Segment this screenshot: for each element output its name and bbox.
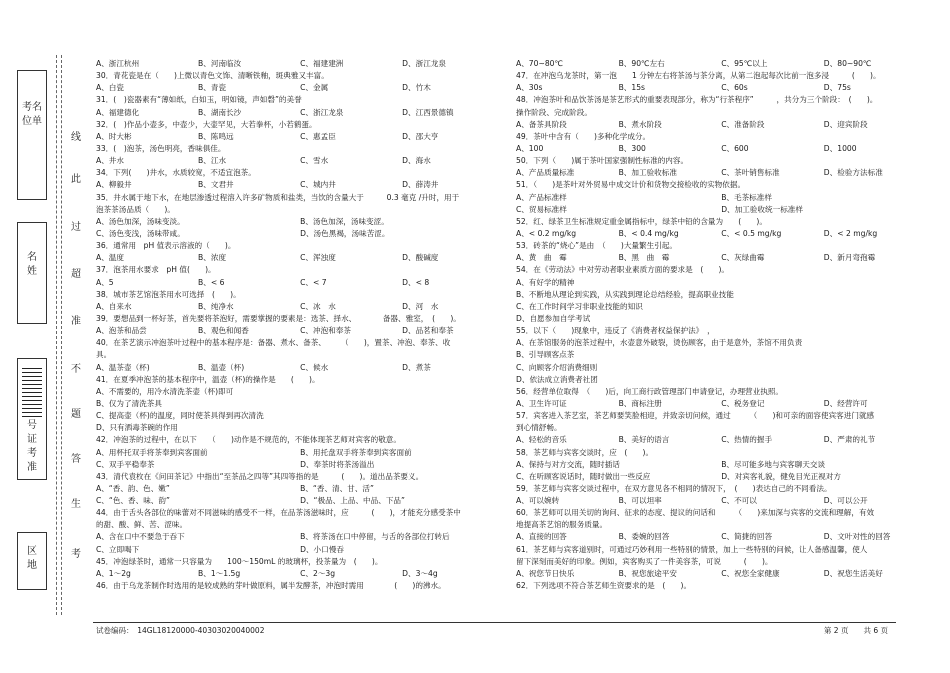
- option-text: D、品茗和奉茶: [402, 326, 454, 336]
- option-text: A、用杯托双手将茶奉到宾客面前: [96, 447, 208, 457]
- question-line: 31．( )瓷器素有“薄如纸，白如玉，明如镜，声如磬”的美誉: [96, 95, 302, 105]
- option-text: A、70~80℃: [516, 59, 564, 68]
- option-text: B、可以坦率: [618, 496, 662, 506]
- option-text: A、井水: [96, 156, 124, 166]
- option-text: D、薛涛井: [402, 180, 439, 190]
- question-line: 62．下列选项不符合茶艺师生资要求的是 ( )。: [516, 581, 692, 591]
- question-line: [516, 495, 896, 507]
- option-text: D、新月弯孢霉: [823, 253, 876, 263]
- option-text: A、产品质量标准: [516, 168, 575, 178]
- question-line: A、有好学的精神: [516, 277, 575, 287]
- question-line: [516, 82, 896, 94]
- option-text: A、“香、韵、色、嫩”: [96, 483, 170, 493]
- question-line: [96, 544, 474, 556]
- question-line: 60．茶艺师可以用关切的询问、征求的态度、提议的问话和 （ )来加深与宾客的交流和理解，有效: [516, 508, 875, 518]
- binding-char: 超: [71, 269, 81, 280]
- question-line: [516, 204, 896, 216]
- question-line: 泡茶茶汤品质（ )。: [96, 204, 175, 214]
- option-text: B、汤色加深，汤味变涩。: [300, 216, 389, 226]
- option-text: B、黑 曲 霉: [618, 253, 670, 263]
- question-line: 39．要想品到一杯好茶，首先要将茶泡好，需要掌握的要素是：选茶、择水、 备器、雅室， ( )。: [96, 313, 461, 323]
- question-line: [96, 277, 474, 289]
- question-line: 操作阶段、完成阶段。: [516, 107, 592, 117]
- option-text: B、15s: [618, 83, 646, 93]
- question-line: 34．下列( )井水，水质较宽，不适宜泡茶。: [96, 168, 256, 178]
- question-line: [96, 107, 474, 119]
- option-text: D、奉茶时将茶汤溢出: [300, 459, 375, 469]
- option-text: A、可以婉转: [516, 496, 560, 506]
- question-line: 37．泡茶用水要求 pH 值( )。: [96, 265, 216, 275]
- question-line: 到心情舒畅。: [516, 423, 562, 433]
- option-text: A、含在口中不要急于吞下: [96, 532, 185, 542]
- option-text: D、小口慢吞: [300, 544, 344, 554]
- region-label: 区地: [27, 546, 37, 571]
- question-line: [516, 167, 896, 179]
- option-text: A、泡茶和品尝: [96, 326, 147, 336]
- option-text: B、将茶汤在口中停留，与舌的各部位打转后: [300, 532, 450, 542]
- option-text: D、“极品、上品、中品、下品”: [300, 496, 405, 506]
- option-text: C、雪水: [300, 156, 329, 166]
- question-line: 36．通常用 pH 值表示溶液的（ )。: [96, 241, 236, 251]
- option-text: A、卫生许可证: [516, 398, 567, 408]
- option-text: B、浓度: [198, 253, 227, 263]
- option-text: A、100: [516, 143, 544, 153]
- question-line: [516, 228, 896, 240]
- option-text: C、冲泡和奉茶: [300, 326, 351, 336]
- option-text: C、福建建洲: [300, 59, 344, 68]
- unit-name-box: [17, 70, 47, 200]
- question-line: C、在工作时间学习非职业技能的知识: [516, 301, 643, 311]
- option-text: C、< 0.5 mg/kg: [721, 228, 782, 238]
- question-column-right: [516, 58, 896, 592]
- option-text: A、30s: [516, 83, 543, 93]
- binding-char: 过: [71, 222, 81, 233]
- question-line: [96, 325, 474, 337]
- option-text: C、立即喝下: [96, 544, 140, 554]
- option-text: D、邵大亨: [402, 131, 439, 141]
- option-text: A、时大彬: [96, 131, 132, 141]
- option-text: A、温度: [96, 253, 124, 263]
- option-text: B、温壶（杯): [198, 362, 245, 372]
- binding-char: 不: [71, 364, 81, 375]
- question-line: 53．砖茶的“烧心”是由 （ )大量繁生引起。: [516, 241, 677, 251]
- question-line: B、引导顾客点茶: [516, 350, 575, 360]
- question-line: [96, 483, 474, 495]
- option-text: B、观色和闻香: [198, 326, 249, 336]
- option-text: C、冰 水: [300, 301, 336, 311]
- question-line: 35．井水属于地下水，在地层渗透过程溶入许多矿物质和盐类，当饮的含量大于 0.3 毫克 /升时，用于: [96, 192, 460, 202]
- option-text: C、95℃以上: [721, 59, 768, 68]
- option-text: B、毛茶标准样: [721, 192, 772, 202]
- page-number: 第 2 页 共 6 页: [823, 626, 888, 635]
- question-line: [516, 192, 896, 204]
- question-line: [96, 228, 474, 240]
- option-text: C、准备阶段: [721, 119, 765, 129]
- question-line: 48．冲泡茶叶和品饮茶汤是茶艺形式的重要表现部分，称为“行茶程序” ，共分为三个阶段： ( )。: [516, 95, 878, 105]
- question-line: 51．（ )是茶叶对外贸易中成交计价和货物交接检收的实物依据。: [516, 180, 746, 190]
- binding-line-2: [61, 55, 62, 615]
- question-line: [516, 568, 896, 580]
- option-text: B、商标注册: [618, 398, 662, 408]
- question-line: [96, 131, 474, 143]
- option-text: A、5: [96, 277, 114, 287]
- option-text: D、严肃的礼节: [823, 435, 876, 445]
- option-text: C、候水: [300, 362, 329, 372]
- option-text: A、温茶壶（杯): [96, 362, 150, 372]
- binding-char: 生: [71, 499, 81, 510]
- option-text: D、浙江龙泉: [402, 59, 446, 68]
- option-text: A、白瓷: [96, 83, 124, 93]
- question-line: [96, 82, 474, 94]
- option-text: A、保持与对方交流，随时插话: [516, 459, 620, 469]
- question-line: [96, 252, 474, 264]
- question-line: 地提高茶艺馆的服务质量。: [516, 520, 608, 530]
- question-line: [96, 568, 474, 580]
- question-line: D、自愿参加自学考试: [516, 313, 591, 323]
- option-text: A、直接的回答: [516, 532, 567, 542]
- question-line: 61．茶艺师与宾客道别时，可通过巧妙利用一些特别的情景，加上一些特别的问候，让人备感温馨，使人: [516, 544, 868, 554]
- question-line: 留下深刻而美好的印象。例如，宾客购买了一件美容茶，可说 ( )。: [516, 556, 773, 566]
- footer-rule: [93, 622, 896, 623]
- option-text: A、福建德化: [96, 107, 140, 117]
- option-text: B、江水: [198, 156, 227, 166]
- question-line: [96, 216, 474, 228]
- option-text: A、1～2g: [96, 568, 131, 578]
- option-text: A、产品标准样: [516, 192, 567, 202]
- option-text: B、“香、清、甘、活”: [300, 483, 374, 493]
- question-line: B、仅为了清洗茶具: [96, 398, 162, 408]
- option-text: A、< 0.2 mg/kg: [516, 228, 577, 238]
- option-text: D、经营许可: [823, 398, 868, 408]
- question-column-left: [96, 58, 474, 592]
- option-text: D、< 2 mg/kg: [823, 228, 878, 238]
- question-line: [96, 58, 474, 70]
- question-line: 30．青花瓷是在（ )上微以青色文饰、清晰铁釉，斑典雅又丰富。: [96, 71, 329, 81]
- question-line: [516, 252, 896, 264]
- region-box: [17, 532, 47, 590]
- option-text: B、90℃左右: [618, 59, 665, 68]
- question-line: 具。: [96, 350, 112, 360]
- question-line: 55．以下（ )现象中，违反了《消费者权益保护法》 ，: [516, 326, 715, 336]
- question-line: 46．由于乌龙茶制作时选用的是较成熟的芽叶做原料，属半发酵茶，冲泡时需用 ( )的沸水。: [96, 581, 446, 591]
- question-line: [96, 179, 474, 191]
- question-line: 33．( )泡茶，汤色明亮，香味俱佳。: [96, 143, 226, 153]
- question-line: 38．城市茶艺馆泡茶用水可选择 ( )。: [96, 289, 241, 299]
- option-text: D、煮茶: [402, 362, 431, 372]
- option-text: D、汤色黑褐，汤味苦涩。: [300, 228, 390, 238]
- option-text: B、祝您旅途平安: [618, 568, 677, 578]
- question-line: 的甜、酸、鲜、苦、涩味。: [96, 520, 188, 530]
- question-line: [516, 434, 896, 446]
- option-text: B、< 0.4 mg/kg: [618, 228, 679, 238]
- binding-char: 答: [71, 454, 81, 465]
- option-text: D、检验方法标准: [823, 168, 883, 178]
- option-text: C、税务登记: [721, 398, 765, 408]
- option-text: C、“色、香、味、韵”: [96, 496, 170, 506]
- option-text: C、浑浊度: [300, 253, 336, 263]
- question-line: [516, 58, 896, 70]
- question-line: [516, 119, 896, 131]
- question-line: [516, 143, 896, 155]
- question-line: A、不需要的，用冷水清洗茶壶（杯)即可: [96, 386, 234, 396]
- question-line: [516, 531, 896, 543]
- option-text: B、尽可能多地与宾客聊天交谈: [721, 459, 826, 469]
- question-line: 54．在《劳动法》中对劳动者职业素质方面的要求是 ( )。: [516, 265, 730, 275]
- option-text: C、热情的握手: [721, 435, 773, 445]
- question-line: [516, 471, 896, 483]
- binding-char: 线: [71, 132, 81, 143]
- option-text: A、汤色加深，汤味变淡。: [96, 216, 185, 226]
- option-text: C、贸易标准样: [516, 204, 567, 214]
- option-text: D、海水: [402, 156, 431, 166]
- option-text: C、< 7: [300, 277, 327, 287]
- question-line: [516, 459, 896, 471]
- option-text: A、祝您节日快乐: [516, 568, 575, 578]
- option-text: B、300: [618, 143, 646, 153]
- question-line: 43．清代袁枚在《问田茶记》中指出“至茶品之四等”其四等指的是 ( )。道出品茶要义。: [96, 471, 424, 481]
- option-text: D、河 水: [402, 301, 439, 311]
- exam-code: 试卷编码： 14GL18120000-40303020040002: [96, 626, 265, 635]
- question-line: [96, 459, 474, 471]
- option-text: A、备茶具阶段: [516, 119, 567, 129]
- option-text: B、< 6: [198, 277, 225, 287]
- option-text: C、惠孟臣: [300, 131, 336, 141]
- question-line: 45．冲泡绿茶时，通常一只容量为 100～150mL 的玻璃杯，投茶量为 ( )。: [96, 556, 383, 566]
- option-text: C、祝您全家健康: [721, 568, 780, 578]
- binding-char: 准: [71, 316, 81, 327]
- option-text: D、加工验收统一标准样: [721, 204, 803, 214]
- question-line: [516, 398, 896, 410]
- option-text: B、加工验收标准: [618, 168, 677, 178]
- binding-char: 此: [71, 174, 81, 185]
- option-text: A、黄 曲 霉: [516, 253, 567, 263]
- question-line: 41．在夏季冲泡茶的基本程序中，温壶（杯)的操作是 ( )。: [96, 374, 320, 384]
- question-line: D、依法成立消费者社团: [516, 374, 598, 384]
- exam-id-box: [17, 358, 47, 480]
- option-text: B、1～1.5g: [198, 568, 241, 578]
- question-line: [96, 495, 474, 507]
- question-line: [96, 155, 474, 167]
- question-line: 56．经营单位取得 （ )后，向工商行政管理部门申请登记，办理营业执照。: [516, 386, 784, 396]
- question-line: C、提高壶（杯)的温度，同时使茶具得到再次清洗: [96, 411, 264, 421]
- option-text: B、青瓷: [198, 83, 227, 93]
- option-text: B、纯净水: [198, 301, 234, 311]
- question-line: 47．在冲泡乌龙茶时，第一泡 1 分钟左右将茶汤与茶分离，从第二泡起每次比前一泡多浸 ( )。: [516, 71, 881, 81]
- option-text: C、简捷的回答: [721, 532, 773, 542]
- option-text: B、美好的语言: [618, 435, 670, 445]
- name-box: [17, 222, 47, 324]
- question-line: 32．( )作品小壶多，中壶少，大壶罕见，大若拳杯，小若鹤蛋。: [96, 119, 317, 129]
- option-text: A、浙江杭州: [96, 59, 140, 68]
- question-line: 42．冲泡茶的过程中，在以下 （ )动作是不规范的，不能体现茶艺师对宾客的敬意。: [96, 435, 401, 445]
- option-text: C、2～3g: [300, 568, 336, 578]
- option-text: C、60s: [721, 83, 748, 93]
- option-text: D、75s: [823, 83, 851, 93]
- option-text: C、浙江龙泉: [300, 107, 344, 117]
- question-line: [96, 531, 474, 543]
- name-label: 名姓: [27, 252, 37, 277]
- question-line: 49．茶叶中含有（ )多种化学成分。: [516, 131, 651, 141]
- option-text: A、柳毅井: [96, 180, 132, 190]
- option-text: D、祝您生活美好: [823, 568, 883, 578]
- binding-char: 题: [71, 409, 81, 420]
- option-text: C、汤色变浅，汤味带咸。: [96, 228, 185, 238]
- option-text: D、竹木: [402, 83, 431, 93]
- option-text: D、江西景德镇: [402, 107, 454, 117]
- option-text: D、对宾客礼貌，健免目光正视对方: [721, 471, 841, 481]
- question-line: 50．下列（ )属于茶叶国家强制性标准的内容。: [516, 156, 689, 166]
- unit-name-label: 考名位单: [22, 102, 42, 127]
- option-text: C、在听顾客说话时，随时做出一些反应: [516, 471, 651, 481]
- question-line: B、不断地从理论到实践，从实践到理论总结经验，提高职业技能: [516, 289, 734, 299]
- option-text: B、煮水阶段: [618, 119, 662, 129]
- option-text: D、可以公开: [823, 496, 868, 506]
- option-text: A、自来水: [96, 301, 132, 311]
- option-text: B、委婉的回答: [618, 532, 670, 542]
- question-line: 52．红、绿茶卫生标准规定重金属指标中，绿茶中铅的含量为 ( )。: [516, 216, 767, 226]
- option-text: C、灰绿曲霉: [721, 253, 765, 263]
- option-text: D、80~90℃: [823, 59, 872, 68]
- option-text: B、陈鸣远: [198, 131, 234, 141]
- question-line: [96, 447, 474, 459]
- option-text: C、双手平稳奉茶: [96, 459, 155, 469]
- option-text: D、迎宾阶段: [823, 119, 868, 129]
- option-text: C、600: [721, 143, 749, 153]
- option-text: D、酸碱度: [402, 253, 439, 263]
- option-text: D、3～4g: [402, 568, 438, 578]
- option-text: C、茶叶销售标准: [721, 168, 780, 178]
- option-text: A、轻松的音乐: [516, 435, 567, 445]
- question-line: [96, 301, 474, 313]
- exam-id-hatch: [22, 365, 42, 417]
- question-line: [96, 362, 474, 374]
- binding-char: 考: [71, 549, 81, 560]
- question-line: 58．茶艺师与宾客交谈时，应 ( )。: [516, 447, 654, 457]
- option-text: D、文叶对性的回答: [823, 532, 891, 542]
- option-text: C、不可以: [721, 496, 757, 506]
- option-text: C、金属: [300, 83, 329, 93]
- question-line: 57．宾客进入茶艺室，茶艺师要笑脸相迎，并致亲切问候，通过 （ )和可亲的面容使宾客进门就感: [516, 411, 875, 421]
- option-text: B、用托盘双手将茶奉到宾客面前: [300, 447, 412, 457]
- question-line: 59．茶艺师与宾客交谈过程中，在双方意见各不相同的情况下， ( )表达自己的不同看法。: [516, 483, 832, 493]
- option-text: C、城内井: [300, 180, 336, 190]
- option-text: B、湖南长沙: [198, 107, 242, 117]
- option-text: B、河南临汝: [198, 59, 242, 68]
- binding-line-1: [56, 55, 57, 615]
- option-text: D、< 8: [402, 277, 430, 287]
- question-line: D、只有洒毒茶碗的作用: [96, 423, 178, 433]
- question-line: A、在茶馆服务的泡茶过程中，水壶意外破裂，烫伤顾客，由于是意外，茶馆不用负责: [516, 338, 803, 348]
- question-line: C、向顾客介绍消费细则: [516, 362, 598, 372]
- question-line: 40．在茶艺演示冲泡茶叶过程中的基本程序是：备器、煮水、备茶、 （ )，置茶、冲泡、奉茶、收: [96, 338, 451, 348]
- question-line: 44．由于舌头各部位的味蕾对不同滋味的感受不一样，在品茶汤滋味时，应 ( )，才能充分感受茶中: [96, 508, 461, 518]
- option-text: B、文君井: [198, 180, 234, 190]
- exam-id-label: 号证考准: [27, 420, 37, 473]
- option-text: D、1000: [823, 143, 857, 153]
